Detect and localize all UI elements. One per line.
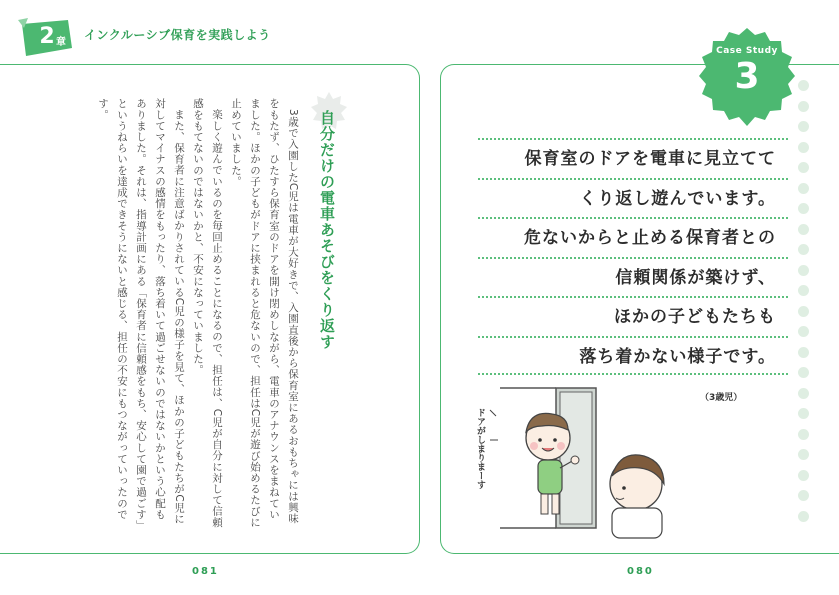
body-paragraph: 楽しく遊んでいるのを毎回止めることになるので、担任は、C児が自分に対して信頼感をもてないのではないかと、不安になっていました。 bbox=[192, 98, 223, 528]
binder-hole bbox=[798, 224, 809, 235]
case-study-badge bbox=[695, 26, 799, 130]
case-headline bbox=[478, 138, 788, 375]
binder-hole bbox=[798, 470, 809, 481]
age-label: （3歳児） bbox=[700, 393, 743, 403]
body-paragraph: また、保育者に注意ばかりされているC児の様子を見て、ほかの子どもたちがC児に対してマイナスの感情をもったり、落ち着いて過ごせないのではないかという心配もありました。それは、指導計画にある「保育者に信頼感をもち、安心して園で過ごす」というねらいを達成できそうにないと感じる、担任の不安にもつながっていったのです。 bbox=[97, 98, 185, 526]
speech-bubble-text: ドアがしまりまーす bbox=[475, 408, 485, 489]
binder-hole bbox=[798, 244, 809, 255]
binder-holes bbox=[798, 80, 812, 531]
binder-hole bbox=[798, 285, 809, 296]
chapter-number: 2 bbox=[39, 24, 55, 49]
binder-hole bbox=[798, 490, 809, 501]
body-paragraph: 3歳で入園したC児は電車が大好きで、入園直後から保育室にあるおもちゃには興味をもたず、ひたすら保育室のドアを開け閉めしながら、電車のアナウンスをまねていました。ほかの子どもがドアに挟まれると危ないので、担任はC児が遊び始めるたびに止めていました。 bbox=[230, 98, 299, 528]
binder-hole bbox=[798, 162, 809, 173]
binder-hole bbox=[798, 80, 809, 91]
headline-line: 保育室のドアを電車に見立てて bbox=[478, 138, 788, 178]
headline-line: 信頼関係が築けず、 bbox=[478, 257, 788, 297]
case-study-label: Case Study bbox=[716, 46, 778, 56]
section-heading bbox=[311, 92, 347, 367]
headline-line: くり返し遊んでいます。 bbox=[478, 178, 788, 218]
binder-hole bbox=[798, 101, 809, 112]
child-door-illustration bbox=[460, 380, 670, 544]
headline-line: 落ち着かない様子です。 bbox=[478, 336, 788, 376]
binder-hole bbox=[798, 367, 809, 378]
case-study-number: 3 bbox=[734, 56, 760, 97]
child-at-door-image bbox=[460, 380, 670, 540]
binder-hole bbox=[798, 265, 809, 276]
headline-line: ほかの子どもたちも bbox=[478, 296, 788, 336]
binder-hole bbox=[798, 326, 809, 337]
page-number-left: 081 bbox=[192, 566, 219, 577]
binder-hole bbox=[798, 183, 809, 194]
page-number-right: 080 bbox=[627, 566, 654, 577]
chapter-badge bbox=[18, 18, 74, 58]
binder-hole bbox=[798, 347, 809, 358]
section-heading-text: 自分だけの電車あそびをくり返す bbox=[318, 110, 336, 350]
binder-hole bbox=[798, 203, 809, 214]
binder-hole bbox=[798, 429, 809, 440]
chapter-title: インクルーシブ保育を実践しよう bbox=[84, 28, 271, 42]
binder-hole bbox=[798, 449, 809, 460]
headline-line: 危ないからと止める保育者との bbox=[478, 217, 788, 257]
body-text bbox=[70, 98, 302, 530]
binder-hole bbox=[798, 511, 809, 522]
binder-hole bbox=[798, 121, 809, 132]
binder-hole bbox=[798, 388, 809, 399]
chapter-kanji: 章 bbox=[56, 37, 66, 48]
binder-hole bbox=[798, 142, 809, 153]
binder-hole bbox=[798, 408, 809, 419]
binder-hole bbox=[798, 306, 809, 317]
